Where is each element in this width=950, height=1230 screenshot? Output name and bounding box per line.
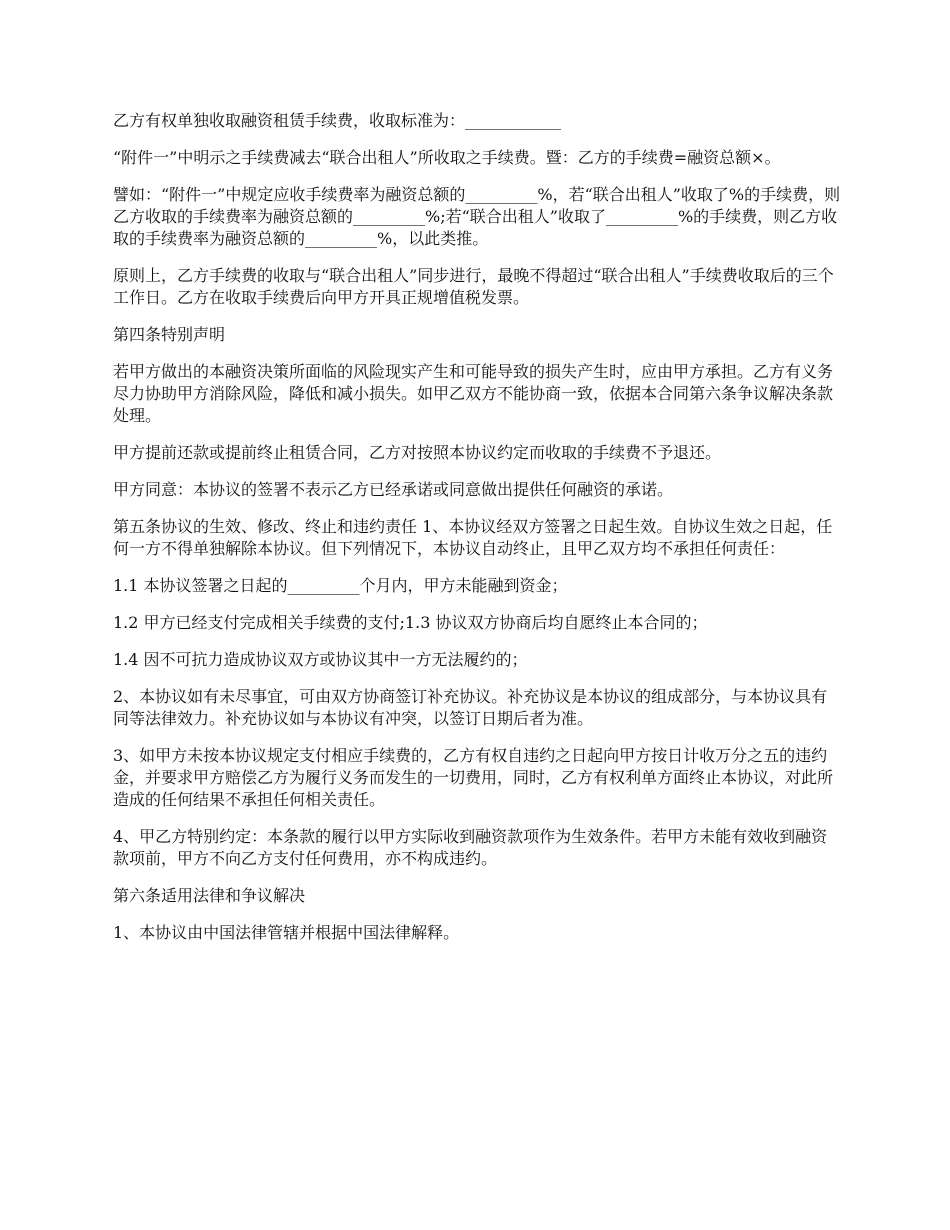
paragraph-early-termination: 甲方提前还款或提前终止租赁合同，乙方对按照本协议约定而收取的手续费不予退还。 — [113, 443, 722, 462]
clause-1-1: 1.1 本协议签署之日起的_________个月内，甲方未能融到资金； — [113, 576, 568, 595]
document-body — [113, 110, 843, 959]
section-heading-article-4: 第四条特别声明 — [113, 325, 226, 344]
paragraph-article-5-effect: 第五条协议的生效、修改、终止和违约责任 1、本协议经双方签署之日起生效。自协议生效之日起，任何一方不得单独解除本协议。但下列情况下，本协议自动终止，且甲乙双方均不承担任何责任： — [113, 517, 833, 558]
clause-1-2-1-3: 1.2 甲方已经支付完成相关手续费的支付;1.3 协议双方协商后均自愿终止本合同的； — [113, 613, 708, 632]
paragraph-fee-timing: 原则上，乙方手续费的收取与“联合出租人”同步进行，最晚不得超过“联合出租人”手续费收取后的三个工作日。乙方在收取手续费后向甲方开具正规增值税发票。 — [113, 266, 834, 307]
paragraph-risk-statement: 若甲方做出的本融资决策所面临的风险现实产生和可能导致的损失产生时，应由甲方承担。乙方有义务尽力协助甲方消除风险，降低和减小损失。如甲乙双方不能协商一致，依据本合同第六条争议解决条款处理。 — [113, 362, 834, 425]
clause-6-1-governing-law: 1、本协议由中国法律管辖并根据中国法律解释。 — [113, 923, 460, 942]
clause-3-breach: 3、如甲方未按本协议规定支付相应手续费的，乙方有权自违约之日起向甲方按日计收万分之五的违约金，并要求甲方赔偿乙方为履行义务而发生的一切费用，同时，乙方有权利单方面终止本协议，对此所造成的任何结果不承担任何相关责任。 — [113, 746, 834, 809]
paragraph-fee-standard: 乙方有权单独收取融资租赁手续费，收取标准为：____________ — [113, 111, 562, 130]
paragraph-no-commitment: 甲方同意：本协议的签署不表示乙方已经承诺或同意做出提供任何融资的承诺。 — [113, 480, 674, 499]
clause-1-4: 1.4 因不可抗力造成协议双方或协议其中一方无法履约的； — [113, 650, 528, 669]
paragraph-fee-example: 譬如：“附件一”中规定应收手续费率为融资总额的_________%，若“联合出租人”收取了%的手续费，则乙方收取的手续费率为融资总额的_________%;若“联合出租人”收取了_________%的手续费，则乙方收取的手续费率为融资总额的_________%，以此类推。 — [113, 185, 841, 248]
section-heading-article-6: 第六条适用法律和争议解决 — [113, 886, 306, 905]
paragraph-fee-formula: “附件一”中明示之手续费减去“联合出租人”所收取之手续费。暨：乙方的手续费=融资总额×。 — [113, 148, 781, 167]
clause-2-supplement: 2、本协议如有未尽事宜，可由双方协商签订补充协议。补充协议是本协议的组成部分，与本协议具有同等法律效力。补充协议如与本协议有冲突，以签订日期后者为准。 — [113, 687, 828, 728]
clause-4-special: 4、甲乙方特别约定：本条款的履行以甲方实际收到融资款项作为生效条件。若甲方未能有效收到融资款项前，甲方不向乙方支付任何费用，亦不构成违约。 — [113, 827, 828, 868]
